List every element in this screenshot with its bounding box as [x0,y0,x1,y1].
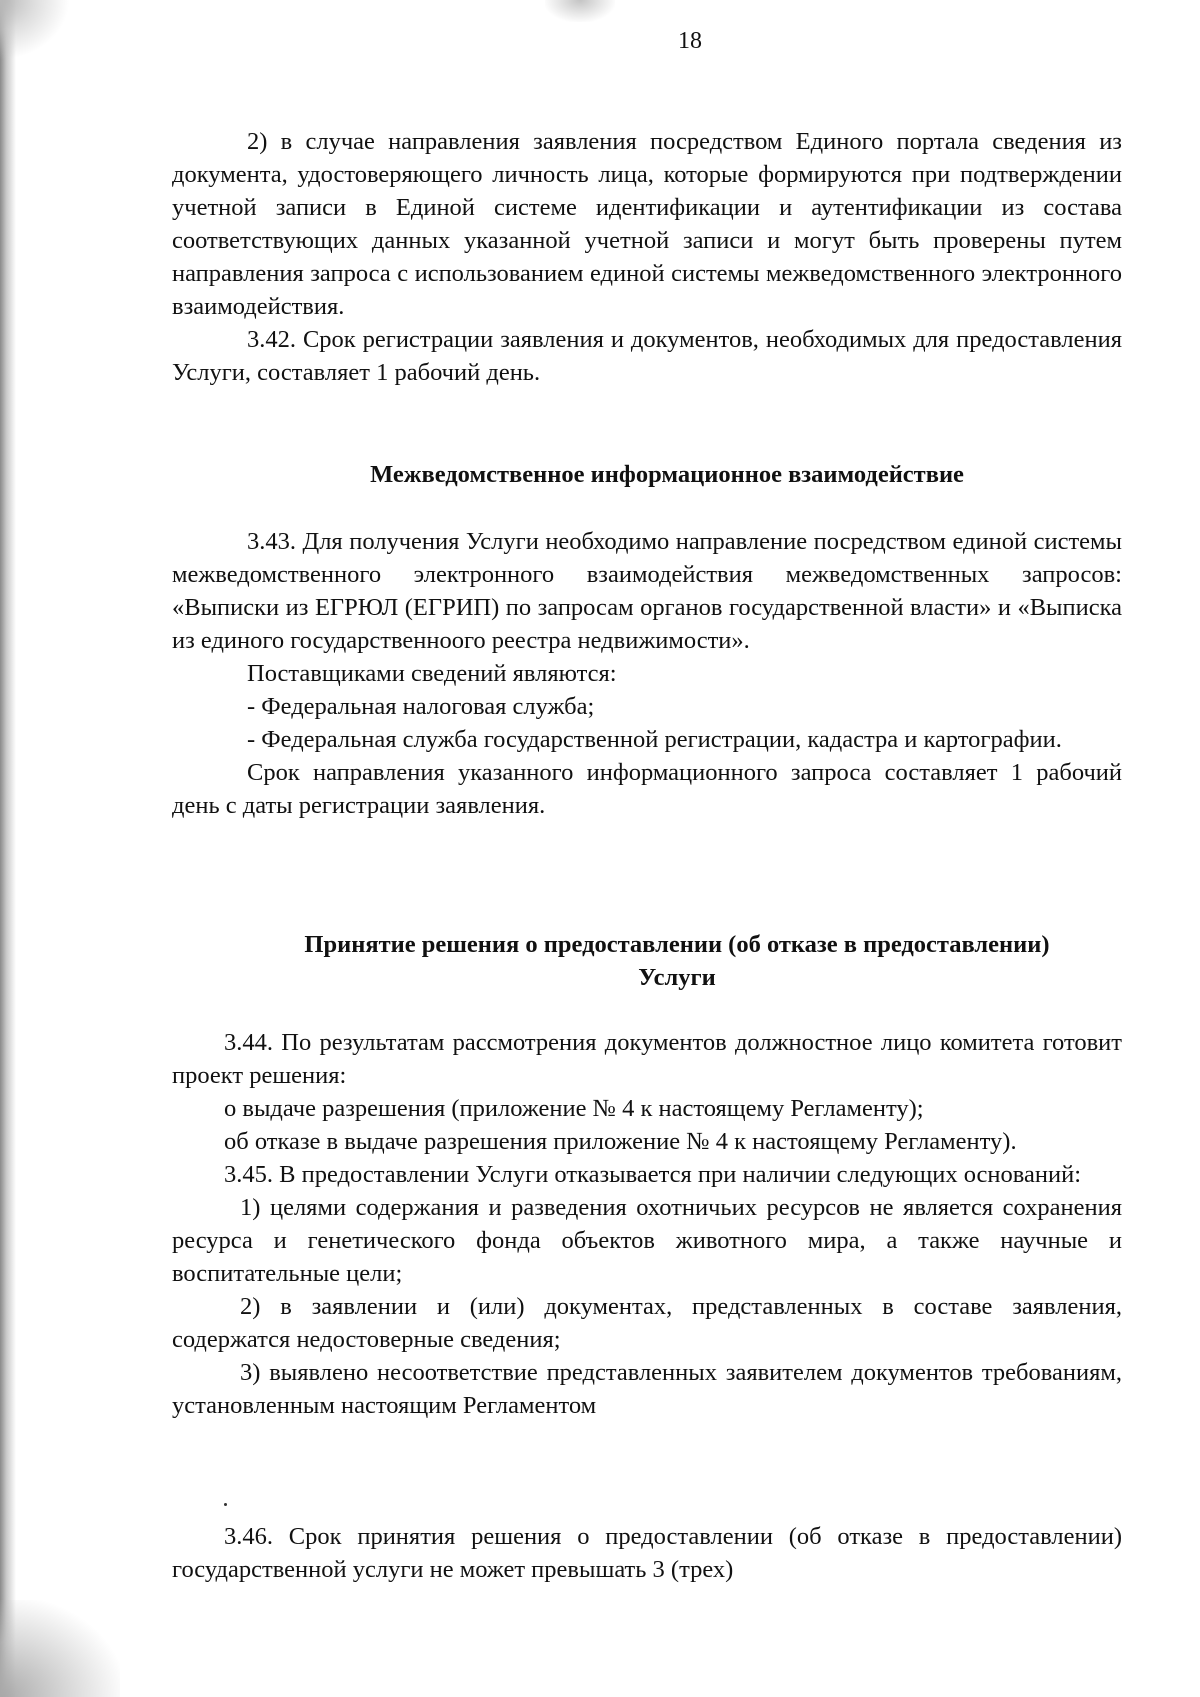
paragraph-suppliers-intro: Поставщиками сведений являются: [247,660,617,687]
paragraph-request-term: Срок направления указанного информационного запроса составляет 1 рабочий день с даты регистрации заявления. [172,759,1122,819]
list-item-tax-service: - Федеральная налоговая служба; [247,693,595,720]
paragraph-3-46: 3.46. Срок принятия решения о предоставлении (об отказе в предоставлении) государственной услуги не может превышать 3 (трех) [172,1523,1122,1583]
paragraph-3-45: 3.45. В предоставлении Услуги отказывается при наличии следующих оснований: [224,1161,1082,1188]
scan-smudge-top [545,0,615,22]
paragraph-item-2-portal: 2) в случае направления заявления посредством Единого портала сведения из документа, удостоверяющего личность лица, которые формируются при подтверждении учетной записи в Единой системе идентификации и аутентификации из состава соответствующих данных указанной учетной записи и могут быть проверены путем направления запроса с использованием единой системы межведомственного электронного взаимодействия. [172,128,1122,320]
scan-edge-shadow [0,0,16,1697]
heading-decision [172,928,1122,994]
section-interagency [172,525,1122,822]
section-heading: Межведомственное информационное взаимодействие [370,461,964,488]
heading-interagency [172,458,1122,491]
list-item-permit-refusal: об отказе в выдаче разрешения приложение № 4 к настоящему Регламенту). [224,1128,1017,1155]
list-item-registration-service: - Федеральная служба государственной регистрации, кадастра и картографии. [247,726,1062,753]
section-heading-line-1: Принятие решения о предоставлении (об отказе в предоставлении) [304,931,1050,958]
section-registration [172,125,1122,389]
list-item-refusal-ground-2: 2) в заявлении и (или) документах, представленных в составе заявления, содержатся недостоверные сведения; [172,1293,1122,1353]
list-item-refusal-ground-1: 1) целями содержания и разведения охотничьих ресурсов не является сохранения ресурса и генетического фонда объектов животного мира, а также научные и воспитательные цели; [172,1194,1122,1287]
section-decision-term [172,1520,1122,1586]
section-heading-line-2: Услуги [638,964,716,991]
page-number: 18 [678,28,702,54]
paragraph-3-44: 3.44. По результатам рассмотрения документов должностное лицо комитета готовит проект решения: [172,1029,1122,1089]
stray-dot-mark [224,1503,227,1506]
section-decision [172,1026,1122,1422]
paragraph-3-42: 3.42. Срок регистрации заявления и документов, необходимых для предоставления Услуги, составляет 1 рабочий день. [172,326,1122,386]
scan-corner-shadow-bottom-left [0,1600,120,1697]
list-item-permit-issue: о выдаче разрешения (приложение № 4 к настоящему Регламенту); [224,1095,924,1122]
list-item-refusal-ground-3: 3) выявлено несоответствие представленных заявителем документов требованиям, установленным настоящим Регламентом [172,1359,1122,1419]
paragraph-3-43: 3.43. Для получения Услуги необходимо направление посредством единой системы межведомственного электронного взаимодействия межведомственных запросов: «Выписки из ЕГРЮЛ (ЕГРИП) по запросам органов государственной власти» и «Выписка из единого государственноого реестра недвижимости». [172,528,1122,654]
